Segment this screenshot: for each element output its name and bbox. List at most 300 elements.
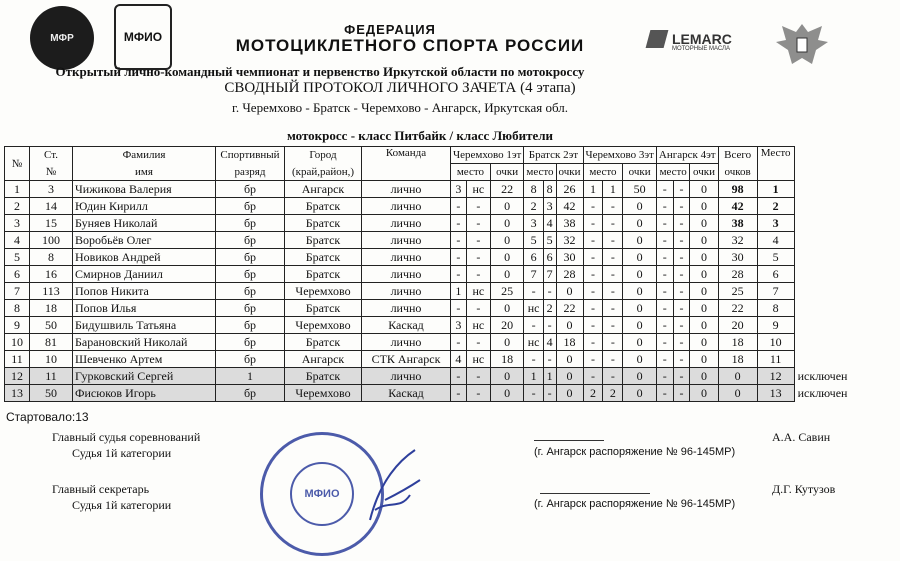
stage4-points: 0 xyxy=(690,232,718,249)
stage2-heat2: 7 xyxy=(543,266,556,283)
stage2-heat1: 6 xyxy=(524,249,543,266)
stage2-points: очки xyxy=(556,164,583,181)
team: Каскад xyxy=(362,317,451,334)
stage4-points: очки xyxy=(690,164,718,181)
stage3-heat2: - xyxy=(603,232,623,249)
stage4-heat2: - xyxy=(673,334,690,351)
stage3-points: 0 xyxy=(623,368,656,385)
stage1-heat2: - xyxy=(466,198,490,215)
total-points: 38 xyxy=(718,215,757,232)
stage1-heat2: - xyxy=(466,385,490,402)
city: Братск xyxy=(285,266,362,283)
stage1-heat1: - xyxy=(451,198,467,215)
stage4-heat2: - xyxy=(673,300,690,317)
table-row xyxy=(5,232,795,249)
stage4-heat1: - xyxy=(656,181,673,198)
stage4-heat1: - xyxy=(656,334,673,351)
stage3-points: 0 xyxy=(623,351,656,368)
stage1-heat1: 3 xyxy=(451,317,467,334)
stage1-heat1: - xyxy=(451,266,467,283)
city: Братск xyxy=(285,215,362,232)
stage4-points: 0 xyxy=(690,249,718,266)
stamp-center-text: МФИО xyxy=(304,488,340,500)
total-points: 22 xyxy=(718,300,757,317)
start-number: 3 xyxy=(30,181,73,198)
start-number: 81 xyxy=(30,334,73,351)
stage1-heat2: - xyxy=(466,215,490,232)
stage3-place: место xyxy=(583,164,623,181)
chief-judge-category: Судья 1й категории xyxy=(72,446,172,460)
table-row xyxy=(5,300,795,317)
stage4-points: 0 xyxy=(690,266,718,283)
stage2-points: 18 xyxy=(556,334,583,351)
stage2-points: 38 xyxy=(556,215,583,232)
results-body xyxy=(5,181,795,402)
stage2-heat1: 7 xyxy=(524,266,543,283)
stage1-points: 18 xyxy=(490,351,523,368)
rider-name: Воробьёв Олег xyxy=(73,232,216,249)
stage1-points: 0 xyxy=(490,266,523,283)
final-place: 6 xyxy=(757,266,794,283)
results-table xyxy=(4,146,795,402)
stage2-heat1: нс xyxy=(524,334,543,351)
row-number: 11 xyxy=(5,351,30,368)
stage3-heat2: - xyxy=(603,283,623,300)
stage2-points: 32 xyxy=(556,232,583,249)
team: лично xyxy=(362,334,451,351)
rider-name: Попов Никита xyxy=(73,283,216,300)
table-row xyxy=(5,368,795,385)
stage1-heat1: - xyxy=(451,215,467,232)
stage2-points: 0 xyxy=(556,385,583,402)
stage1-points: 0 xyxy=(490,215,523,232)
stage4-heat1: - xyxy=(656,266,673,283)
stage3-heat1: - xyxy=(583,215,603,232)
city: Ангарск xyxy=(285,351,362,368)
signature-mark-icon xyxy=(360,440,430,535)
stage3-heat2: 2 xyxy=(603,385,623,402)
team: лично xyxy=(362,283,451,300)
stage3-points: 0 xyxy=(623,317,656,334)
stage2-heat2: 2 xyxy=(543,300,556,317)
stage3-points: 0 xyxy=(623,232,656,249)
rider-name: Шевченко Артем xyxy=(73,351,216,368)
row-number: 5 xyxy=(5,249,30,266)
sport-rank: бр xyxy=(216,249,285,266)
stage4-heat1: - xyxy=(656,300,673,317)
sport-rank: бр xyxy=(216,300,285,317)
final-place: 2 xyxy=(757,198,794,215)
col-rank-2: разряд xyxy=(216,164,285,181)
sponsor-sub: МОТОРНЫЕ МАСЛА xyxy=(672,46,730,53)
city: Черемхово xyxy=(285,317,362,334)
start-number: 100 xyxy=(30,232,73,249)
chief-judge-order: (г. Ангарск распоряжение № 96-145МР) xyxy=(534,446,736,458)
final-place: 10 xyxy=(757,334,794,351)
stage3-heat2: - xyxy=(603,215,623,232)
stage3-heat2: 1 xyxy=(603,181,623,198)
stage4-points: 0 xyxy=(690,181,718,198)
stage4-heat2: - xyxy=(673,232,690,249)
rider-name: Смирнов Даниил xyxy=(73,266,216,283)
stage3-points: 0 xyxy=(623,385,656,402)
start-number: 10 xyxy=(30,351,73,368)
stage1-points: 0 xyxy=(490,249,523,266)
stage3-heat2: - xyxy=(603,300,623,317)
stage3-heat2: - xyxy=(603,317,623,334)
stage2-heat1: - xyxy=(524,283,543,300)
start-number: 113 xyxy=(30,283,73,300)
stage2-heat2: - xyxy=(543,317,556,334)
stage3-heat1: - xyxy=(583,198,603,215)
stage2-heat1: 1 xyxy=(524,368,543,385)
stage1-heat1: - xyxy=(451,385,467,402)
stage4-heat1: - xyxy=(656,249,673,266)
final-place: 8 xyxy=(757,300,794,317)
stage4-place: место xyxy=(656,164,690,181)
sport-rank: 1 xyxy=(216,368,285,385)
stage4-points: 0 xyxy=(690,300,718,317)
stage1-points: 0 xyxy=(490,300,523,317)
stage4-points: 0 xyxy=(690,283,718,300)
sponsor-name: LEMARC xyxy=(672,31,732,47)
table-row xyxy=(5,181,795,198)
stage1-heat2: - xyxy=(466,249,490,266)
stage4-points: 0 xyxy=(690,385,718,402)
stage2-heat2: 4 xyxy=(543,215,556,232)
city: Ангарск xyxy=(285,181,362,198)
team: лично xyxy=(362,198,451,215)
stage2-points: 22 xyxy=(556,300,583,317)
stage2-points: 28 xyxy=(556,266,583,283)
total-points: 42 xyxy=(718,198,757,215)
final-place: 7 xyxy=(757,283,794,300)
stage3-points: 0 xyxy=(623,334,656,351)
team: лично xyxy=(362,181,451,198)
protocol-title: СВОДНЫЙ ПРОТОКОЛ ЛИЧНОГО ЗАЧЕТА (4 этапа) xyxy=(224,80,576,96)
stage1-heat2: нс xyxy=(466,351,490,368)
stage1-points: 20 xyxy=(490,317,523,334)
start-number: 8 xyxy=(30,249,73,266)
stage4-heat2: - xyxy=(673,368,690,385)
stage2-heat2: 1 xyxy=(543,368,556,385)
mfr-logo xyxy=(30,6,94,70)
stage2-heat2: 8 xyxy=(543,181,556,198)
stage4-heat1: - xyxy=(656,283,673,300)
row-number: 2 xyxy=(5,198,30,215)
stage1-heat2: - xyxy=(466,232,490,249)
sport-rank: бр xyxy=(216,317,285,334)
col-stage2: Братск 2эт xyxy=(524,147,583,164)
city: Черемхово xyxy=(285,283,362,300)
rider-name: Юдин Кирилл xyxy=(73,198,216,215)
row-number: 8 xyxy=(5,300,30,317)
col-start-2: № xyxy=(30,164,73,181)
col-team: Команда xyxy=(362,147,451,181)
table-row xyxy=(5,215,795,232)
chief-judge-name: А.А. Савин xyxy=(772,430,831,444)
secretary-order: (г. Ангарск распоряжение № 96-145МР) xyxy=(534,498,736,510)
stage2-heat1: нс xyxy=(524,300,543,317)
team: лично xyxy=(362,300,451,317)
stage4-points: 0 xyxy=(690,215,718,232)
stamp-center xyxy=(290,462,354,526)
row-number: 6 xyxy=(5,266,30,283)
sport-rank: бр xyxy=(216,215,285,232)
stage3-heat2: - xyxy=(603,368,623,385)
stage3-heat1: - xyxy=(583,368,603,385)
col-surname-2: имя xyxy=(73,164,216,181)
team: Каскад xyxy=(362,385,451,402)
stage4-points: 0 xyxy=(690,368,718,385)
stage3-heat1: - xyxy=(583,266,603,283)
chief-judge-signature-line xyxy=(534,440,604,441)
sport-rank: бр xyxy=(216,385,285,402)
sport-rank: бр xyxy=(216,232,285,249)
col-city: Город xyxy=(285,147,362,164)
stage3-points: 0 xyxy=(623,198,656,215)
stage4-heat1: - xyxy=(656,317,673,334)
row-number: 7 xyxy=(5,283,30,300)
stage3-points: 50 xyxy=(623,181,656,198)
team: лично xyxy=(362,215,451,232)
stage2-heat2: - xyxy=(543,385,556,402)
total-points: 32 xyxy=(718,232,757,249)
stage2-points: 42 xyxy=(556,198,583,215)
stage1-points: 25 xyxy=(490,283,523,300)
stage2-heat1: 2 xyxy=(524,198,543,215)
mfr-logo-text: МФР xyxy=(50,32,74,44)
table-row xyxy=(5,266,795,283)
stage1-heat1: 3 xyxy=(451,181,467,198)
stage4-heat2: - xyxy=(673,181,690,198)
started-count: Стартовало:13 xyxy=(6,410,89,424)
secretary-signature-line xyxy=(540,493,650,494)
total-points: 0 xyxy=(718,385,757,402)
eagle-emblem-icon xyxy=(772,18,832,79)
stage3-heat1: - xyxy=(583,334,603,351)
stage3-points: 0 xyxy=(623,283,656,300)
col-total: Всего xyxy=(718,147,757,164)
stage4-heat1: - xyxy=(656,215,673,232)
stage1-heat2: - xyxy=(466,334,490,351)
stage2-points: 26 xyxy=(556,181,583,198)
start-number: 11 xyxy=(30,368,73,385)
stage3-heat2: - xyxy=(603,334,623,351)
final-place: 11 xyxy=(757,351,794,368)
start-number: 18 xyxy=(30,300,73,317)
table-row xyxy=(5,283,795,300)
stage3-heat2: - xyxy=(603,266,623,283)
rider-name: Барановский Николай xyxy=(73,334,216,351)
stage3-points: 0 xyxy=(623,300,656,317)
stage4-heat1: - xyxy=(656,385,673,402)
col-stage1: Черемхово 1эт xyxy=(451,147,524,164)
stage1-heat1: - xyxy=(451,368,467,385)
city: Братск xyxy=(285,300,362,317)
col-rank: Спортивный xyxy=(216,147,285,164)
final-place: 1 xyxy=(757,181,794,198)
final-place: 4 xyxy=(757,232,794,249)
class-line: мотокросс - класс Питбайк / класс Любители xyxy=(286,128,554,143)
stage1-heat1: - xyxy=(451,300,467,317)
stage1-points: 0 xyxy=(490,368,523,385)
start-number: 14 xyxy=(30,198,73,215)
stage2-heat2: 3 xyxy=(543,198,556,215)
stage4-points: 0 xyxy=(690,351,718,368)
total-points: 30 xyxy=(718,249,757,266)
sport-rank: бр xyxy=(216,266,285,283)
sport-rank: бр xyxy=(216,283,285,300)
city: Черемхово xyxy=(285,385,362,402)
start-number: 15 xyxy=(30,215,73,232)
city: Братск xyxy=(285,368,362,385)
stage1-points: 0 xyxy=(490,334,523,351)
stage2-heat1: - xyxy=(524,317,543,334)
city: Братск xyxy=(285,334,362,351)
stage1-heat1: - xyxy=(451,334,467,351)
stage1-heat1: 1 xyxy=(451,283,467,300)
rider-name: Новиков Андрей xyxy=(73,249,216,266)
col-stage4: Ангарск 4эт xyxy=(656,147,718,164)
row-number: 1 xyxy=(5,181,30,198)
sport-rank: бр xyxy=(216,181,285,198)
stage2-place: место xyxy=(524,164,556,181)
exclusion-note: исключен xyxy=(797,385,848,400)
stage4-heat1: - xyxy=(656,368,673,385)
rider-name: Бидушвиль Татьяна xyxy=(73,317,216,334)
stage2-points: 0 xyxy=(556,283,583,300)
stage2-points: 0 xyxy=(556,317,583,334)
stage3-points: 0 xyxy=(623,249,656,266)
col-total-2: очков xyxy=(718,164,757,181)
rider-name: Попов Илья xyxy=(73,300,216,317)
row-number: 3 xyxy=(5,215,30,232)
federation-line-2: МОТОЦИКЛЕТНОГО СПОРТА РОССИИ xyxy=(235,36,585,55)
stage3-heat1: 1 xyxy=(583,181,603,198)
final-place: 3 xyxy=(757,215,794,232)
team: лично xyxy=(362,266,451,283)
stage2-heat2: 4 xyxy=(543,334,556,351)
team: лично xyxy=(362,232,451,249)
final-place: 9 xyxy=(757,317,794,334)
city: Братск xyxy=(285,232,362,249)
stage3-heat1: - xyxy=(583,317,603,334)
stage3-heat2: - xyxy=(603,351,623,368)
team: лично xyxy=(362,368,451,385)
stage3-points: 0 xyxy=(623,215,656,232)
table-row xyxy=(5,249,795,266)
stage3-heat1: - xyxy=(583,300,603,317)
stage1-heat1: - xyxy=(451,232,467,249)
stage1-points: 0 xyxy=(490,232,523,249)
sponsor-mark-icon xyxy=(646,30,669,48)
rider-name: Фисюков Игорь xyxy=(73,385,216,402)
federation-line-1: ФЕДЕРАЦИЯ xyxy=(344,22,436,37)
row-number: 13 xyxy=(5,385,30,402)
col-city-2: (край,район,) xyxy=(285,164,362,181)
secretary-name: Д.Г. Кутузов xyxy=(772,482,836,496)
stage4-heat1: - xyxy=(656,198,673,215)
row-number: 4 xyxy=(5,232,30,249)
stage3-points: 0 xyxy=(623,266,656,283)
stage1-heat2: нс xyxy=(466,181,490,198)
stage1-heat2: - xyxy=(466,300,490,317)
rider-name: Буняев Николай xyxy=(73,215,216,232)
stage4-points: 0 xyxy=(690,317,718,334)
stage4-heat2: - xyxy=(673,198,690,215)
stage4-heat2: - xyxy=(673,351,690,368)
total-points: 18 xyxy=(718,334,757,351)
stage2-heat2: 5 xyxy=(543,232,556,249)
stage2-heat1: 8 xyxy=(524,181,543,198)
table-row xyxy=(5,334,795,351)
team: СТК Ангарск xyxy=(362,351,451,368)
championship-title: Открытый лично-командный чемпионат и первенство Иркутской области по мотокроссу xyxy=(55,64,585,79)
stage3-heat1: - xyxy=(583,351,603,368)
stage1-points: 0 xyxy=(490,198,523,215)
stage3-heat1: 2 xyxy=(583,385,603,402)
stage2-points: 0 xyxy=(556,351,583,368)
stage4-heat1: - xyxy=(656,351,673,368)
stage4-heat1: - xyxy=(656,232,673,249)
start-number: 16 xyxy=(30,266,73,283)
col-surname: Фамилия xyxy=(73,147,216,164)
stage3-heat1: - xyxy=(583,249,603,266)
exclusion-note: исключен xyxy=(797,368,848,383)
sport-rank: бр xyxy=(216,198,285,215)
stage2-heat1: - xyxy=(524,351,543,368)
stage1-heat2: нс xyxy=(466,283,490,300)
stage2-heat2: - xyxy=(543,351,556,368)
stage1-heat2: - xyxy=(466,266,490,283)
stage4-heat2: - xyxy=(673,385,690,402)
start-number: 50 xyxy=(30,385,73,402)
chief-judge-title: Главный судья соревнований xyxy=(52,430,201,444)
stage4-heat2: - xyxy=(673,249,690,266)
stage1-points: очки xyxy=(490,164,523,181)
row-number: 12 xyxy=(5,368,30,385)
stage4-heat2: - xyxy=(673,283,690,300)
stage2-heat2: - xyxy=(543,283,556,300)
stage2-heat1: 3 xyxy=(524,215,543,232)
final-place: 5 xyxy=(757,249,794,266)
final-place: 13 xyxy=(757,385,794,402)
row-number: 9 xyxy=(5,317,30,334)
city: Братск xyxy=(285,198,362,215)
team: лично xyxy=(362,249,451,266)
total-points: 98 xyxy=(718,181,757,198)
table-row xyxy=(5,351,795,368)
col-stage3: Черемхово 3эт xyxy=(583,147,656,164)
rider-name: Чижикова Валерия xyxy=(73,181,216,198)
total-points: 28 xyxy=(718,266,757,283)
stage1-heat2: - xyxy=(466,368,490,385)
sponsor-logo xyxy=(648,30,732,52)
col-final-place: Место xyxy=(757,147,794,181)
stage1-points: 0 xyxy=(490,385,523,402)
secretary-category: Судья 1й категории xyxy=(72,498,172,512)
stage3-heat2: - xyxy=(603,249,623,266)
table-row xyxy=(5,317,795,334)
stage1-points: 22 xyxy=(490,181,523,198)
stage2-points: 0 xyxy=(556,368,583,385)
final-place: 12 xyxy=(757,368,794,385)
stage1-heat1: 4 xyxy=(451,351,467,368)
stage3-heat1: - xyxy=(583,232,603,249)
start-number: 50 xyxy=(30,317,73,334)
row-number: 10 xyxy=(5,334,30,351)
